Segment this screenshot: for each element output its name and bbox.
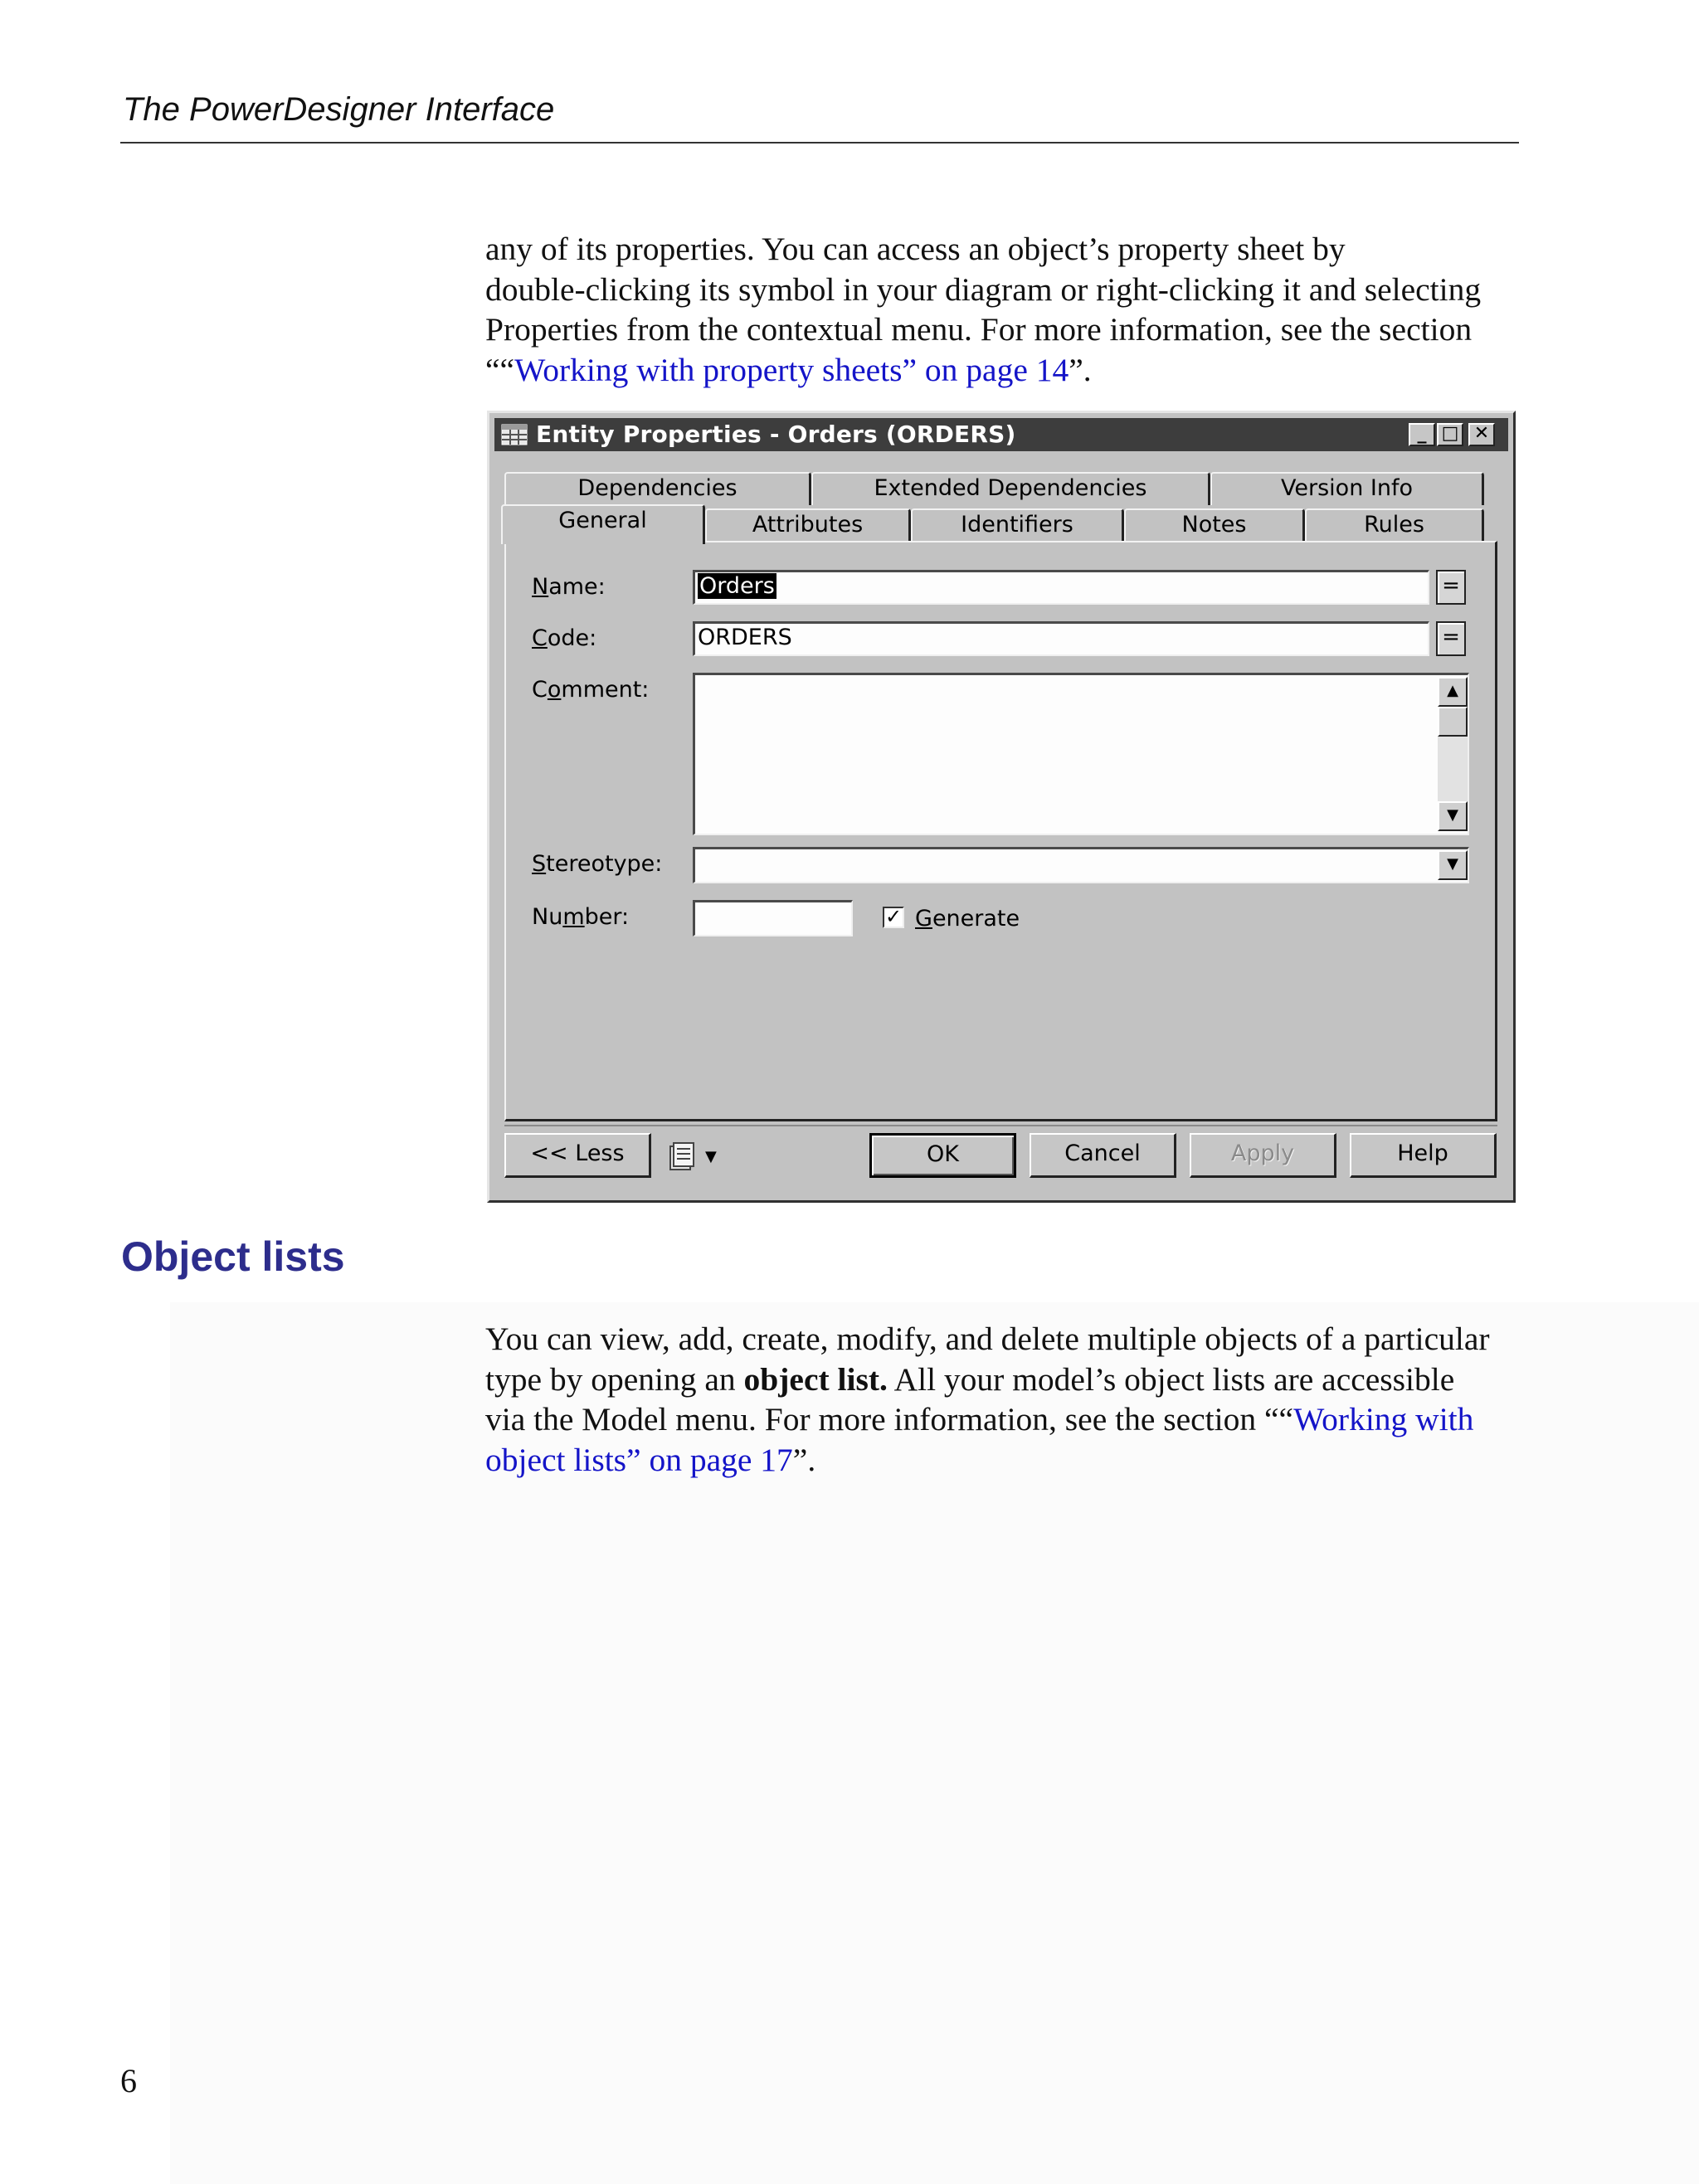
chevron-down-icon: ▼	[1447, 855, 1458, 873]
number-label: Number:	[532, 904, 630, 930]
tab-notes[interactable]: Notes	[1124, 508, 1305, 542]
intro-line-1: any of its properties. You can access an object’s property sheet by	[485, 231, 1346, 267]
name-input[interactable]	[693, 570, 1429, 605]
intro-line-3: Properties from the contextual menu. For more information, see the section	[485, 311, 1473, 348]
apply-button[interactable]: Apply	[1190, 1133, 1336, 1178]
scroll-thumb[interactable]	[1438, 707, 1468, 737]
dialog-titlebar[interactable]	[494, 418, 1508, 451]
property-sheets-link[interactable]: Working with property sheets” on page 14	[514, 351, 1069, 388]
name-label: Name:	[532, 574, 606, 600]
chevron-down-icon: ▼	[705, 1148, 717, 1165]
stereotype-dropdown-button[interactable]	[1438, 850, 1468, 880]
minimize-icon: _	[1417, 423, 1427, 444]
number-input[interactable]	[693, 900, 853, 936]
arrow-up-icon: ▲	[1447, 682, 1458, 699]
help-button[interactable]: Help	[1350, 1133, 1497, 1178]
button-separator	[504, 1125, 1497, 1126]
section-title-object-lists: Object lists	[121, 1233, 345, 1280]
tab-identifiers[interactable]: Identifiers	[911, 508, 1124, 542]
object-lists-line-1: You can view, add, create, modify, and delete multiple objects of a particular	[485, 1321, 1490, 1357]
object-lists-link-part-2[interactable]: object lists” on page 17	[485, 1441, 793, 1478]
property-menu-button[interactable]	[662, 1140, 728, 1173]
close-icon: ✕	[1473, 423, 1490, 444]
object-lists-line-4: object lists” on page 17”.	[485, 1441, 816, 1478]
tab-version-info[interactable]: Version Info	[1210, 472, 1484, 505]
object-lists-link-part-1[interactable]: Working with	[1293, 1401, 1474, 1437]
close-button[interactable]	[1468, 423, 1495, 446]
running-head: The PowerDesigner Interface	[123, 91, 555, 128]
object-lists-paragraph	[485, 1319, 1526, 1480]
object-lists-line-2: type by opening an object list. All your model’s object lists are accessible	[485, 1360, 1455, 1398]
code-equal-button[interactable]: =	[1436, 621, 1466, 656]
property-sheet-menu-icon	[669, 1141, 697, 1177]
stereotype-label: Stereotype:	[532, 851, 663, 877]
object-lists-line-3: via the Model menu. For more information, see the section ““Working with	[485, 1401, 1474, 1437]
ok-button[interactable]: OK	[869, 1133, 1016, 1178]
scroll-up-button[interactable]	[1438, 677, 1468, 707]
name-value: Orders	[699, 573, 775, 599]
minimize-button[interactable]	[1409, 423, 1435, 446]
intro-line-2: double-clicking its symbol in your diagram or right-clicking it and selecting	[485, 270, 1482, 308]
maximize-icon: □	[1441, 423, 1459, 444]
maximize-button[interactable]	[1437, 423, 1463, 446]
name-equal-button[interactable]: =	[1436, 570, 1466, 605]
object-list-term: object list.	[743, 1360, 888, 1398]
stereotype-select[interactable]	[693, 847, 1469, 883]
dialog-title: Entity Properties - Orders (ORDERS)	[536, 421, 1016, 448]
tab-dependencies[interactable]: Dependencies	[504, 472, 811, 505]
cancel-button[interactable]: Cancel	[1030, 1133, 1176, 1178]
code-input[interactable]	[693, 621, 1429, 656]
code-label: Code:	[532, 625, 597, 651]
comment-label: Comment:	[532, 677, 650, 703]
intro-line-4	[485, 350, 1526, 391]
tab-attributes[interactable]: Attributes	[705, 508, 911, 542]
tab-extended-dependencies[interactable]: Extended Dependencies	[811, 472, 1210, 505]
tab-rules[interactable]: Rules	[1305, 508, 1484, 542]
less-button[interactable]: << Less	[504, 1133, 651, 1178]
quote-open: ““	[485, 351, 515, 388]
entity-properties-dialog	[487, 411, 1516, 1203]
quote-close: ”.	[1069, 351, 1092, 388]
generate-checkbox[interactable]	[883, 907, 904, 928]
scroll-down-button[interactable]	[1438, 801, 1468, 831]
checkmark-icon: ✓	[884, 905, 903, 928]
arrow-down-icon: ▼	[1447, 806, 1458, 824]
page-number: 6	[120, 2062, 137, 2099]
header-rule	[120, 142, 1519, 143]
comment-textarea[interactable]	[693, 673, 1469, 835]
tab-general[interactable]: General	[501, 504, 705, 544]
code-value: ORDERS	[698, 625, 792, 650]
generate-label[interactable]: Generate	[915, 906, 1020, 931]
table-grid-icon	[501, 424, 528, 445]
intro-paragraph	[485, 229, 1526, 390]
